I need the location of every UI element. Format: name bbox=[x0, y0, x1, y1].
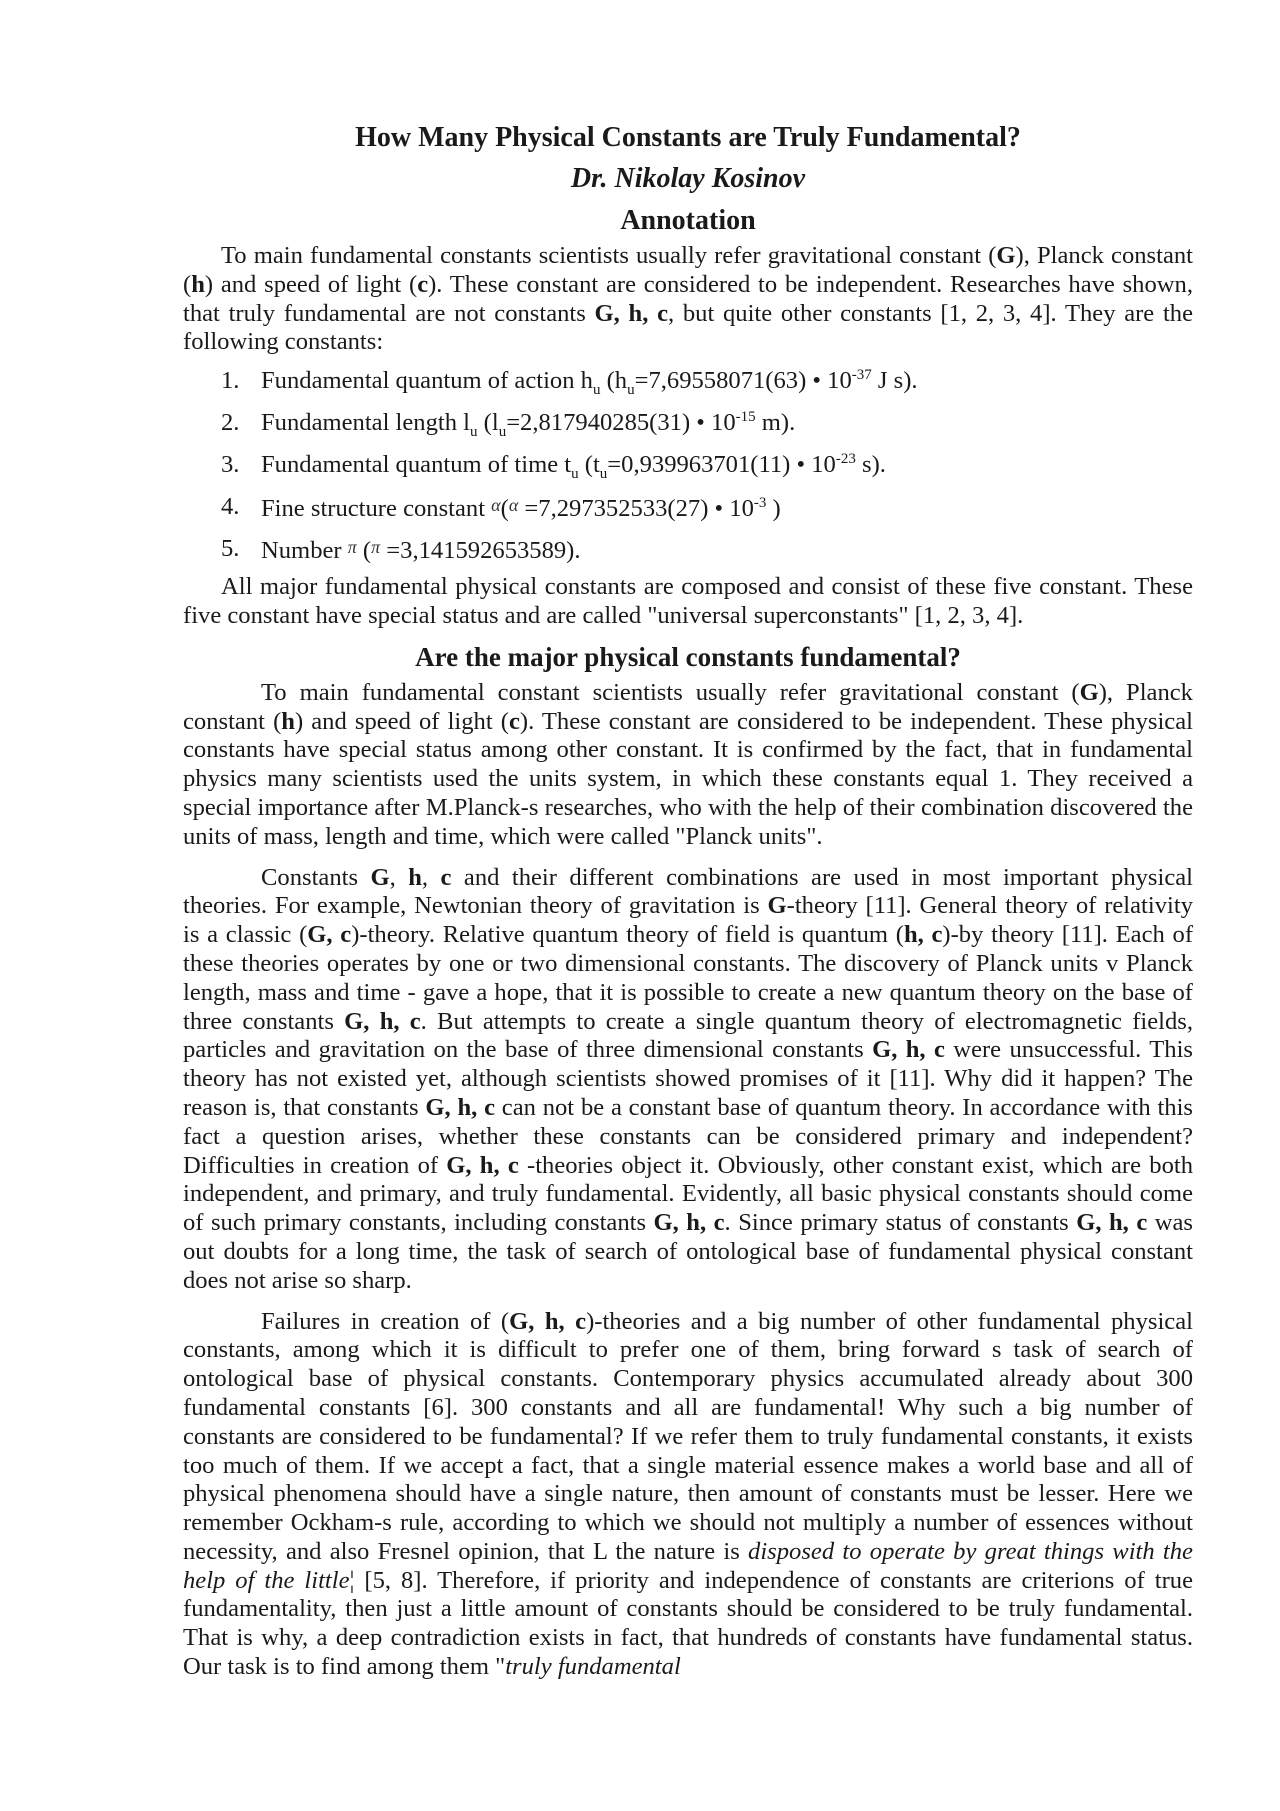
paper-title: How Many Physical Constants are Truly Fundamental? bbox=[355, 122, 1021, 153]
alpha-symbol: α bbox=[508, 494, 519, 515]
pi-symbol: π bbox=[371, 536, 381, 557]
author-name: Dr. Nikolay Kosinov bbox=[570, 163, 806, 194]
alpha-symbol: α bbox=[491, 494, 501, 515]
body-paragraph: To main fundamental constant scientists usually refer gravitational constant (G), Planck constant (h) and speed of light (c). These constant are considered to be independent. These physical constants have special status among other constant. It is confirmed by the fact, that in fundamental physics many scientists used the units system, in which these constants equal 1. They received a special importance after M.Planck-s researches, who with the help of their combination discovered the units of mass, length and time, which were called "Planck units". bbox=[183, 678, 1193, 850]
summary-paragraph: All major fundamental physical constants are composed and consist of these five constant. These five constant have special status and are called "universal superconstants" [1, 2, 3, 4]. bbox=[183, 573, 1193, 629]
body-paragraph: Failures in creation of (G, h, c)-theories and a big number of other fundamental physical constants, among which it is difficult to prefer one of them, bring forward s task of search of ontological base of physical constants. Contemporary physics accumulated already about 300 fundamental constants [6]. 300 constants and all are fundamental! Why such a big number of constants are considered to be fundamental? If we refer them to truly fundamental constants, it exists too much of them. If we accept a fact, that a single material essence makes a world base and all of physical phenomena should have a single nature, then amount of constants must be lesser. Here we remember Ockham-s rule, according to which we should not multiply a number of essences without necessity, and also Fresnel opinion, that L the nature is disposed to operate by great things with the help of the little¦ [5, 8]. Therefore, if priority and independence of constants are criterions of true fundamentality, then just a little amount of constants should be considered to be truly fundamental. That is why, a deep contradiction exists in fact, that hundreds of constants have fundamental status. Our task is to find among them "truly fundamental bbox=[183, 1307, 1193, 1681]
list-item: 2. Fundamental length $l_u$ ($l_u=2,817940285(31)$ • $10^{-15}$ m). bbox=[221, 408, 796, 440]
list-item: 4. Fine structure constant $^\alpha$($^\alpha$ =7,297352533(27) • $10^{-3}$ ) bbox=[221, 492, 781, 522]
list-item: 5. Number $^\pi$ ($^\pi$ =3,141592653589). bbox=[221, 534, 581, 564]
annotation-heading: Annotation bbox=[620, 205, 756, 236]
section-heading: Are the major physical constants fundamental? bbox=[415, 641, 961, 672]
annotation-paragraph: To main fundamental constants scientists usually refer gravitational constant (G), Planck constant (h) and speed of light (c). These constant are considered to be independent. Researches have shown, that truly fundamental are not constants G, h, c, but quite other constants [1, 2, 3, 4]. They are the following constants: bbox=[183, 242, 1194, 356]
constants-list bbox=[183, 360, 1193, 570]
body-paragraph: Constants G, h, c and their different combinations are used in most important physical theories. For example, Newtonian theory of gravitation is G-theory [11]. General theory of relativity is a classic (G, c)-theory. Relative quantum theory of field is quantum (h, c)-by theory [11]. Each of these theories operates by one or two dimensional constants. The discovery of Planck units v Planck length, mass and time - gave a hope, that it is possible to create a new quantum theory on the base of three constants G, h, c. But attempts to create a single quantum theory of electromagnetic fields, particles and gravitation on the base of three dimensional constants G, h, c were unsuccessful. This theory has not existed yet, although scientists showed promises of it [11]. Why did it happen? The reason is, that constants G, h, c can not be a constant base of quantum theory. In accordance with this fact a question arises, whether these constants can be considered primary and independent? Difficulties in creation of G, h, c -theories object it. Obviously, other constant exist, which are both independent, and primary, and truly fundamental. Evidently, all basic physical constants should come of such primary constants, including constants G, h, c. Since primary status of constants G, h, c was out doubts for a long time, the task of search of ontological base of fundamental physical constant does not arise so sharp. bbox=[183, 863, 1194, 1294]
list-item: 3. Fundamental quantum of time $t_u$ ($t_u=0,939963701(11)$ • $10^{-23}$ s). bbox=[221, 450, 886, 482]
document-page bbox=[183, 118, 1193, 1682]
pi-symbol: π bbox=[347, 536, 357, 557]
list-item: 1. Fundamental quantum of action $h_u$ ($h_u=7,69558071(63)$ • $10^{-37}$ J s). bbox=[221, 366, 918, 398]
